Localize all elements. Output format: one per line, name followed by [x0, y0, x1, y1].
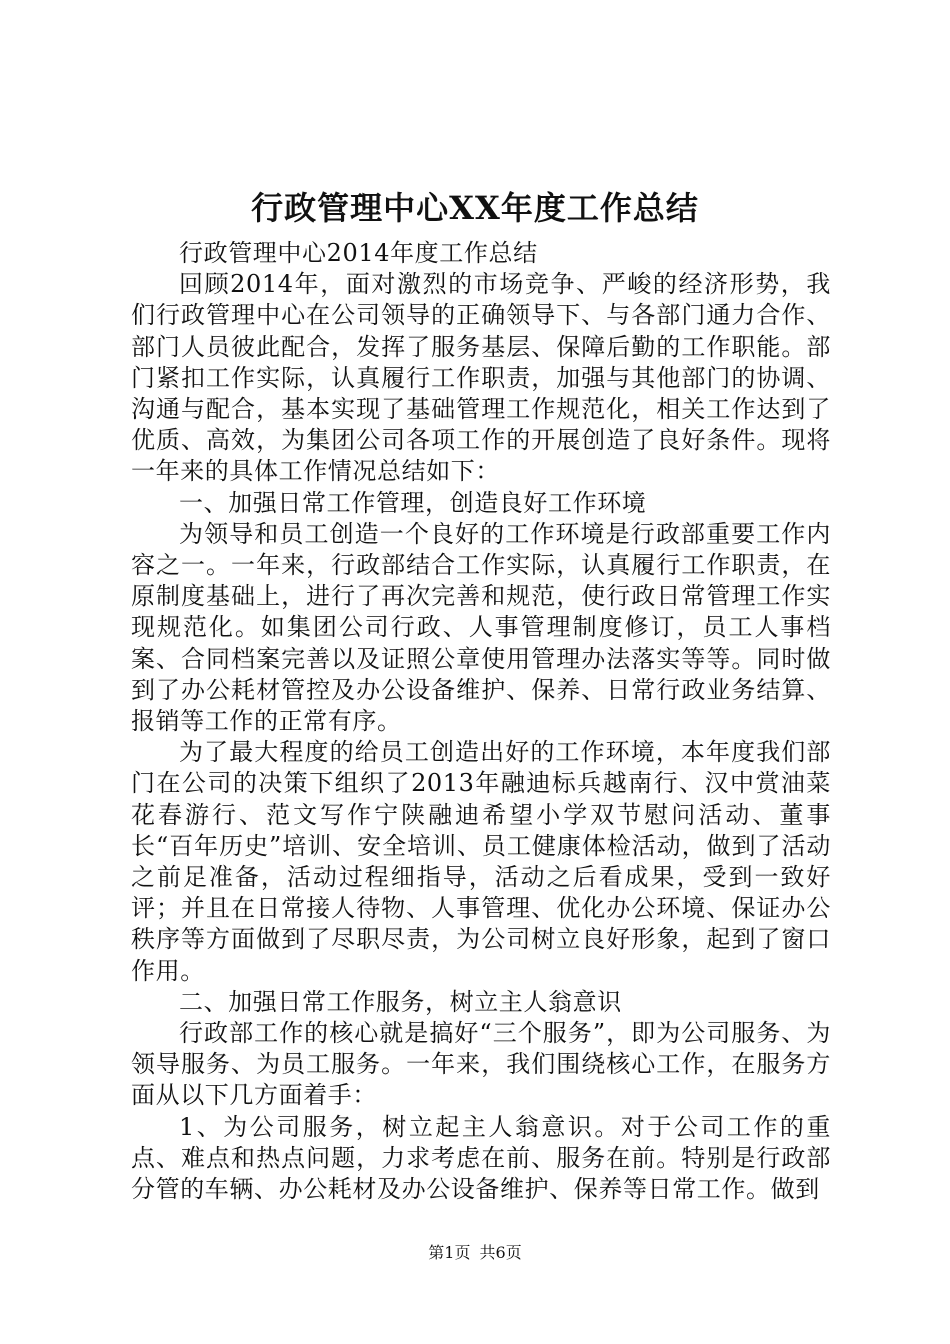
section-heading-1: 一、加强日常工作管理，创造良好工作环境 [179, 488, 647, 517]
paragraph: 行政部工作的核心就是搞好“三个服务”，即为公司服务、为领导服务、为员工服务。一年来，我们围绕核心工作，在服务方面从以下几方面着手： [131, 1019, 831, 1110]
document-title: 行政管理中心XX年度工作总结 [251, 189, 699, 227]
document-body [131, 238, 831, 1205]
page-number: 第1页 [428, 1243, 471, 1262]
paragraph: 1、为公司服务，树立起主人翁意识。对于公司工作的重点、难点和热点问题，力求考虑在前、服务在前。特别是行政部分管的车辆、办公耗材及办公设备维护、保养等日常工作。做到 [131, 1112, 831, 1204]
paragraph: 为领导和员工创造一个良好的工作环境是行政部重要工作内容之一。一年来，行政部结合工作实际，认真履行工作职责，在原制度基础上，进行了再次完善和规范，使行政日常管理工作实现规范化。如集团公司行政、人事管理制度修订，员工人事档案、合同档案完善以及证照公章使用管理办法落实等等。同时做到了办公耗材管控及办公设备维护、保养、日常行政业务结算、报销等工作的正常有序。 [131, 519, 831, 736]
paragraph: 为了最大程度的给员工创造出好的工作环境，本年度我们部门在公司的决策下组织了2013年融迪标兵越南行、汉中赏油菜花春游行、范文写作宁陕融迪希望小学双节慰问活动、董事长“百年历史”培训、安全培训、员工健康体检活动，做到了活动之前足准备，活动过程细指导，活动之后看成果，受到一致好评；并且在日常接人待物、人事管理、优化办公环境、保证办公秩序等方面做到了尽职尽责，为公司树立良好形象，起到了窗口作用。 [131, 738, 831, 985]
section-heading-2: 二、加强日常工作服务，树立主人翁意识 [179, 987, 622, 1016]
paragraph-subtitle: 行政管理中心2014年度工作总结 [179, 239, 538, 267]
page-total: 共6页 [479, 1243, 522, 1262]
paragraph-intro: 回顾2014年，面对激烈的市场竞争、严峻的经济形势，我们行政管理中心在公司领导的正确领导下、与各部门通力合作、部门人员彼此配合，发挥了服务基层、保障后勤的工作职能。部门紧扣工作实际，认真履行工作职责，加强与其他部门的协调、沟通与配合，基本实现了基础管理工作规范化，相关工作达到了优质、高效，为集团公司各项工作的开展创造了良好条件。现将一年来的具体工作情况总结如下： [131, 270, 831, 486]
page-footer [0, 1242, 950, 1264]
